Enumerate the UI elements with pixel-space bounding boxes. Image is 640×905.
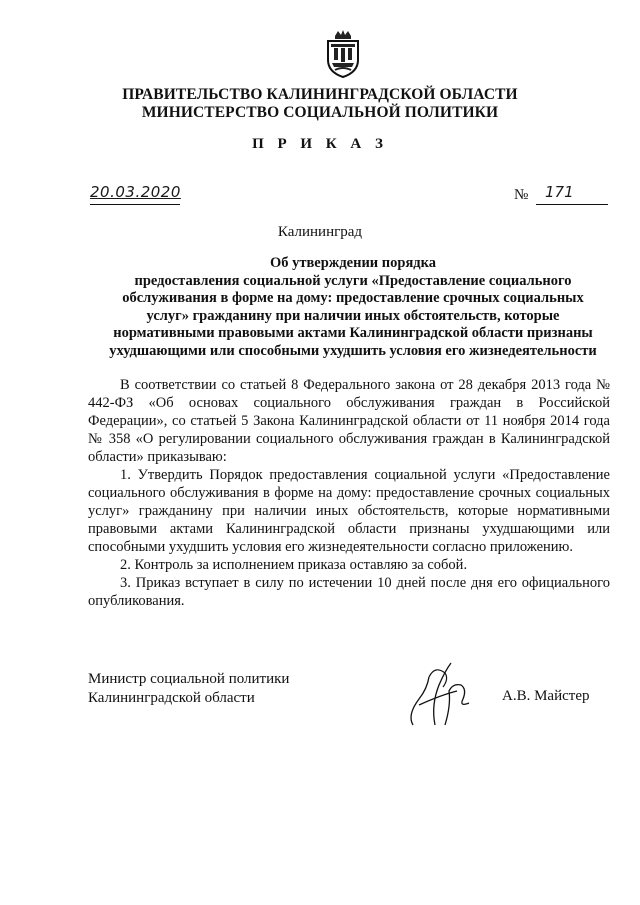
subject-line: обслуживания в форме на дому: предоставление срочных социальных bbox=[122, 290, 584, 306]
document-header bbox=[0, 86, 640, 122]
subject-line: Об утверждении порядка bbox=[269, 255, 437, 271]
order-subject bbox=[88, 255, 618, 360]
government-name: ПРАВИТЕЛЬСТВО КАЛИНИНГРАДСКОЙ ОБЛАСТИ bbox=[122, 86, 518, 103]
ministry-name: МИНИСТЕРСТВО СОЦИАЛЬНОЙ ПОЛИТИКИ bbox=[141, 104, 499, 121]
body-paragraph: В соответствии со статьей 8 Федерального закона от 28 декабря 2013 года № 442-ФЗ «Об основах социального обслуживания граждан в Российской Федерации», со статьей 5 Закона Калининградской области от 11 ноября 2014 года № 358 «О регулировании социального обслуживания граждан в Калининградской области» приказываю: bbox=[88, 377, 610, 465]
order-body bbox=[88, 376, 610, 610]
signatory-title bbox=[88, 670, 289, 707]
subject-line: предоставления социальной услуги «Предоставление социального bbox=[134, 272, 572, 289]
subject-line: услуг» гражданину при наличии иных обстоятельств, которые bbox=[146, 307, 560, 324]
order-date: 20.03.2020 bbox=[90, 183, 181, 201]
signatory-position: Министр социальной политики bbox=[88, 671, 290, 687]
kaliningrad-coat-of-arms-icon bbox=[325, 30, 361, 78]
body-paragraph: 2. Контроль за исполнением приказа оставляю за собой. bbox=[120, 557, 468, 573]
order-number: 171 bbox=[545, 183, 574, 201]
city: Калининград bbox=[277, 224, 363, 240]
signer-name: А.В. Майстер bbox=[502, 688, 590, 704]
subject-line: нормативными правовыми актами Калининградской области признаны bbox=[113, 325, 593, 341]
subject-line: ухудшающими или способными ухудшить условия его жизнедеятельности bbox=[109, 342, 597, 359]
signatory-region: Калининградской области bbox=[88, 689, 255, 706]
body-paragraph: 1. Утвердить Порядок предоставления социальной услуги «Предоставление социального обслуживания в форме на дому: предоставление срочных социальных услуг» гражданину при наличии иных обстоятельств, которые нормативными правовыми актами Калининградской области признаны ухудшающими или способными ухудшить условия его жизнедеятельности согласно приложению. bbox=[88, 467, 610, 555]
number-label: № bbox=[514, 187, 529, 203]
handwritten-signature bbox=[405, 655, 495, 730]
order-title: П Р И К А З bbox=[252, 136, 388, 152]
body-paragraph: 3. Приказ вступает в силу по истечении 10 дней после дня его официального опубликования. bbox=[88, 575, 610, 609]
